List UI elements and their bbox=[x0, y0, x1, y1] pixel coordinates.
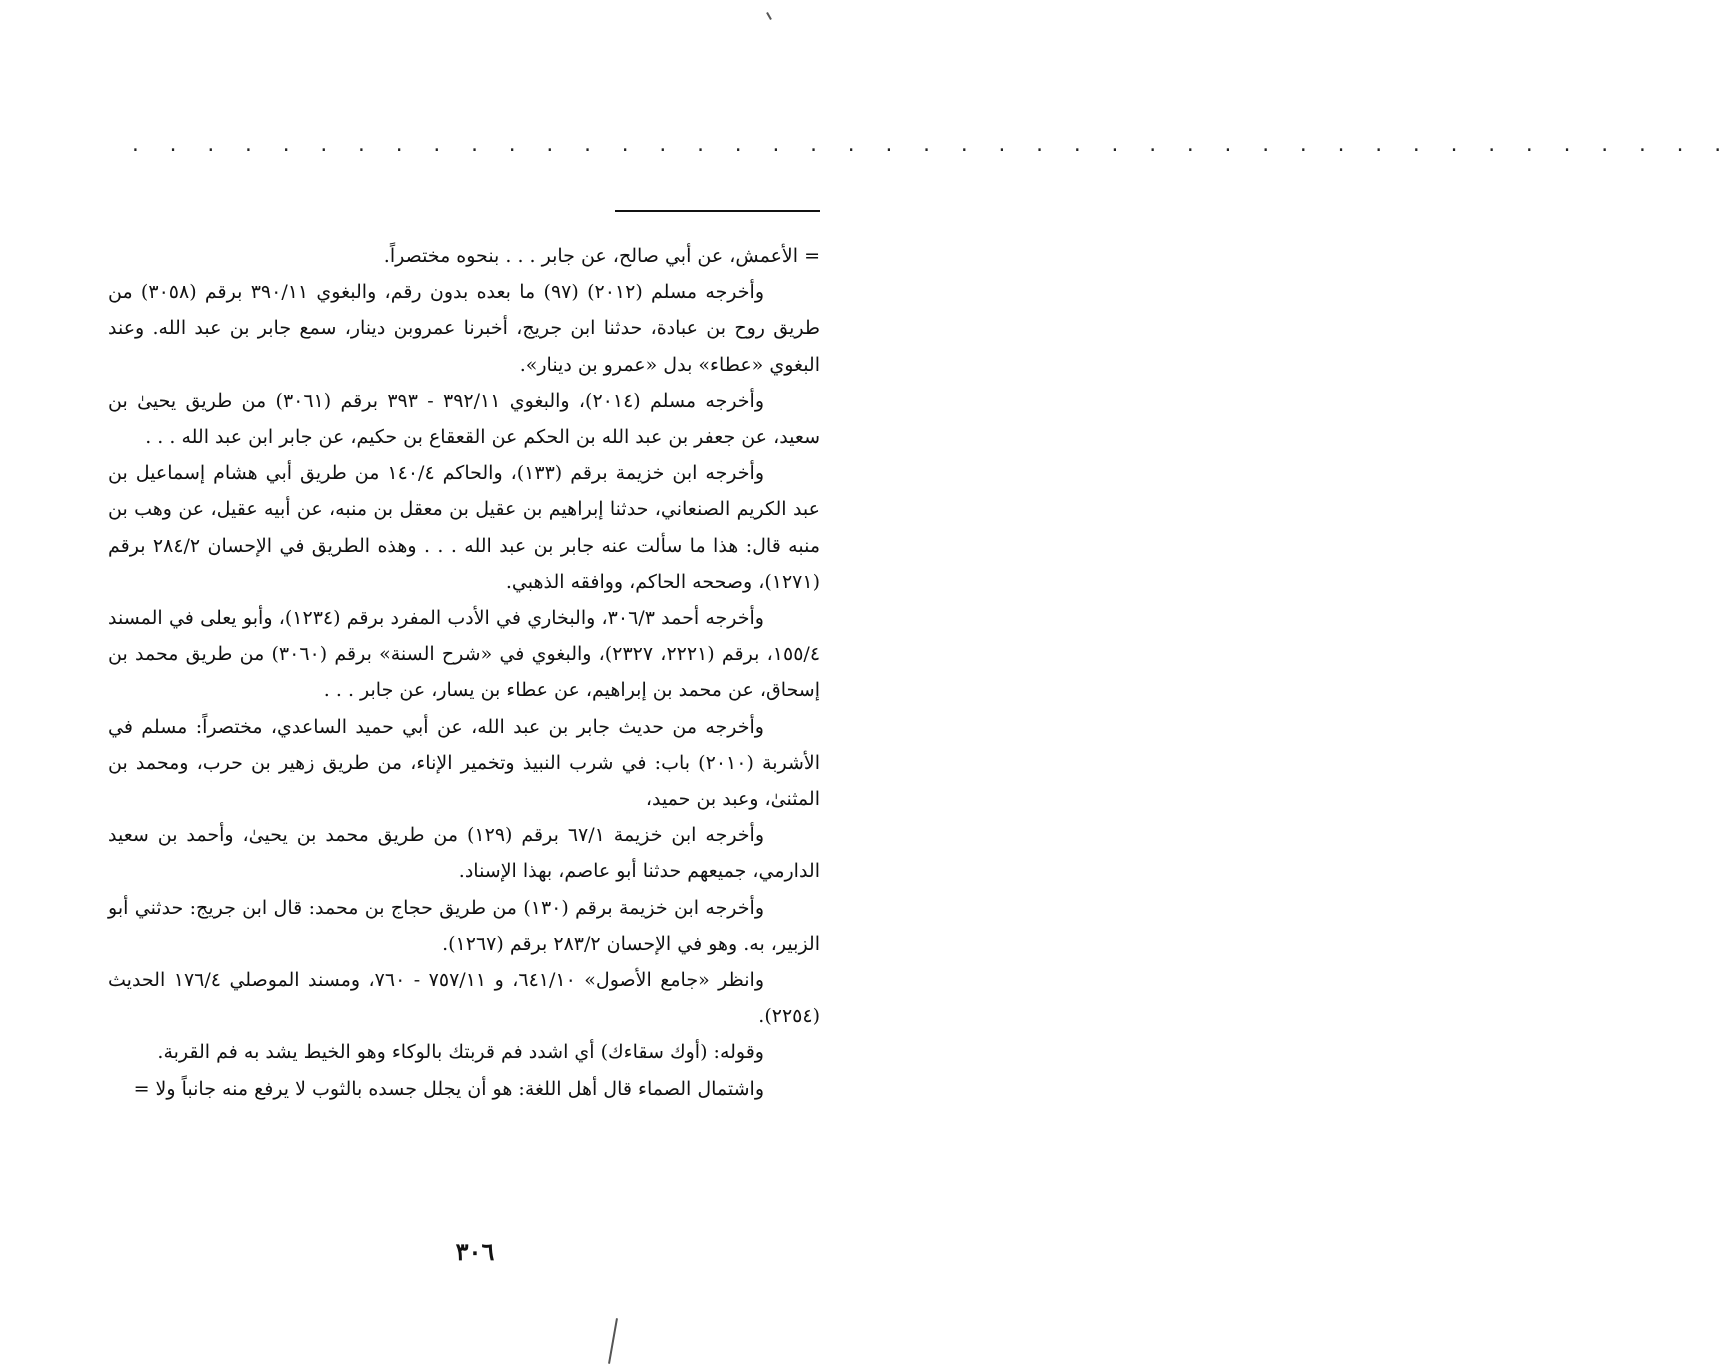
footnote-paragraph: وأخرجه مسلم (٢٠١٢) (٩٧) ما بعده بدون رقم، والبغوي ٣٩٠/١١ برقم (٣٠٥٨) من طريق روح بن عبادة، حدثنا ابن جريج، أخبرنا عمروبن دينار، سمع جابر بن عبد الله. وعند البغوي «عطاء» بدل «عمرو بن دينار». bbox=[108, 281, 820, 376]
footnote-paragraph: وانظر «جامع الأصول» ٦٤١/١٠، و ٧٥٧/١١ - ٧٦٠، ومسند الموصلي ١٧٦/٤ الحديث (٢٢٥٤). bbox=[108, 969, 820, 1028]
footnote-paragraph: واشتمال الصماء قال أهل اللغة: هو أن يجلل جسده بالثوب لا يرفع منه جانباً ولا = bbox=[133, 1077, 764, 1100]
footnote-paragraph: وأخرجه مسلم (٢٠١٤)، والبغوي ٣٩٢/١١ - ٣٩٣ برقم (٣٠٦١) من طريق يحيىٰ بن سعيد، عن جعفر بن عبد الله بن الحكم عن القعقاع بن حكيم، عن جابر ابن عبد الله . . . bbox=[108, 389, 820, 449]
scan-mark bbox=[608, 1318, 618, 1364]
footnote-paragraph: وأخرجه من حديث جابر بن عبد الله، عن أبي حميد الساعدي، مختصراً: مسلم في الأشربة (٢٠١٠) باب: في شرب النبيذ وتخمير الإناء، من طريق زهير بن حرب، ومحمد بن المثنىٰ، وعبد بن حميد، bbox=[108, 715, 821, 811]
footnote-paragraph: وقوله: (أوك سقاءك) أي اشدد فم قربتك بالوكاء وهو الخيط يشد به فم القربة. bbox=[157, 1041, 764, 1064]
scan-mark bbox=[766, 12, 772, 20]
footnote-paragraph: = الأعمش، عن أبي صالح، عن جابر . . . بنحوه مختصراً. bbox=[383, 245, 820, 267]
separator-dots: . . . . . . . . . . . . . . . . . . . . . . . . . . . . . . . . . . . . . . . . . . . bbox=[130, 135, 1731, 156]
footnote-paragraph: وأخرجه ابن خزيمة برقم (١٣٣)، والحاكم ١٤٠/٤ من طريق أبي هشام إسماعيل بن عبد الكريم الصنعاني، حدثنا إبراهيم بن عقيل بن معقل بن منبه، عن أبيه عقيل، عن وهب بن منبه قال: هذا ما سألت عنه جابر بن عبد الله . . . وهذه الطريق في الإحسان ٢٨٤/٢ برقم (١٢٧١)، وصححه الحاكم، ووافقه الذهبي. bbox=[108, 462, 821, 593]
footnote-paragraph: وأخرجه ابن خزيمة ٦٧/١ برقم (١٢٩) من طريق محمد بن يحيىٰ، وأحمد بن سعيد الدارمي، جميعهم حدثنا أبو عاصم، بهذا الإسناد. bbox=[108, 824, 820, 883]
footnote-rule bbox=[615, 210, 820, 212]
footnote-paragraph: وأخرجه أحمد ٣٠٦/٣، والبخاري في الأدب المفرد برقم (١٢٣٤)، وأبو يعلى في المسند ١٥٥/٤، برقم (٢٢٢١، ٢٣٢٧)، والبغوي في «شرح السنة» برقم (٣٠٦٠) من طريق محمد بن إسحاق، عن محمد بن إبراهيم، عن عطاء بن يسار، عن جابر . . . bbox=[108, 607, 821, 702]
footnote-paragraph: وأخرجه ابن خزيمة برقم (١٣٠) من طريق حجاج بن محمد: قال ابن جريج: حدثني أبو الزبير، به. وهو في الإحسان ٢٨٣/٢ برقم (١٢٦٧). bbox=[108, 896, 820, 955]
footnotes-block bbox=[108, 238, 820, 1107]
page-number: ٣٠٦ bbox=[455, 1237, 495, 1266]
